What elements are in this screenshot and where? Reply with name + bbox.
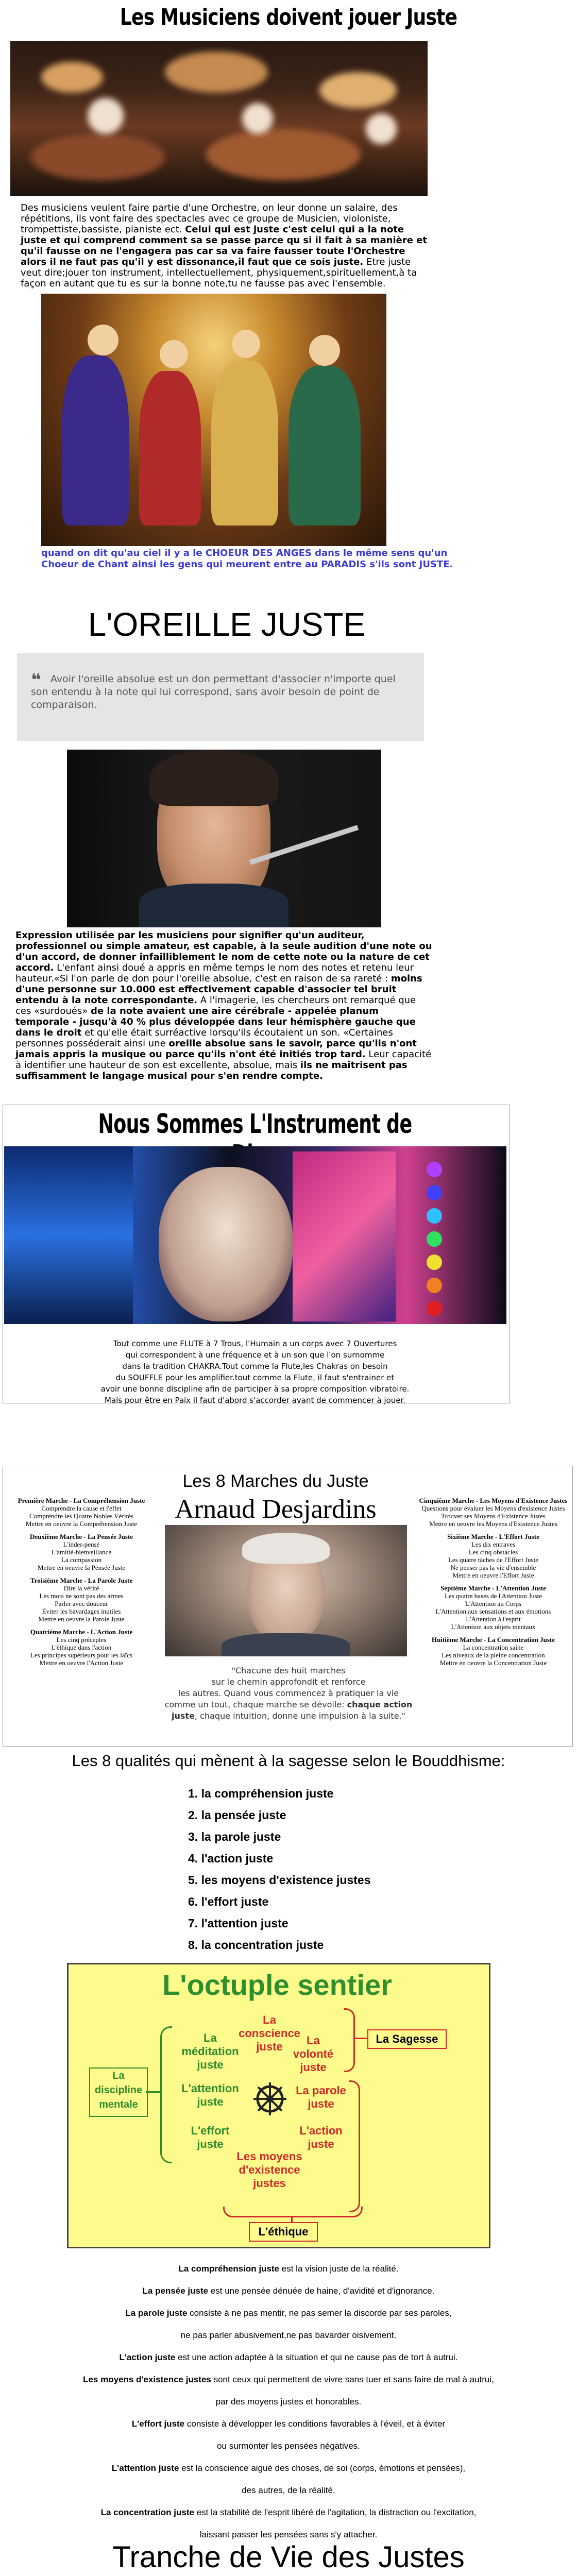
marche-head: Septième Marche - L'Attention Juste <box>440 1584 546 1592</box>
marche-head: Cinquième Marche - Les Moyens d'Existence Justes <box>419 1497 568 1504</box>
man-listening-image <box>67 750 381 927</box>
list-item: 2. la pensée juste <box>188 1808 286 1822</box>
label-line: méditation <box>181 2045 239 2058</box>
marche-line: Les quatre tâches de l'Effort Juste <box>448 1556 538 1564</box>
marche-head: Huitième Marche - La Concentration Juste <box>431 1636 555 1643</box>
explanation-text: des autres, de la réalité. <box>242 2485 335 2495</box>
list-item-label: l'effort juste <box>201 1895 269 1908</box>
marche-7 <box>417 1584 569 1631</box>
caption-text: , chaque intuition, donne une impulsion à la suite." <box>194 1711 405 1721</box>
marches-author: Arnaud Desjardins <box>175 1495 377 1524</box>
marche-line: Comprendre les Quatre Nobles Vérités <box>29 1512 133 1520</box>
marche-1 <box>4 1497 159 1528</box>
paragraph-bold-text: Celui qui est juste c'est celui qui a la note juste et qui comprend comment sa se passe parce qu si il fait à sa manière et qu'il fausse on ne l'engagera pas car sa va faire fausser toute l'Orchestre alors il ne faut pas qu'il y est dissonance,il faut que ce sois juste. <box>21 224 428 267</box>
list-item-label: la parole juste <box>201 1830 281 1843</box>
explanation-line <box>21 2435 556 2457</box>
list-item-label: l'attention juste <box>201 1917 288 1930</box>
paragraph-bold-text: Expression utilisée par les musiciens pour signifier qu'un auditeur, professionnel ou simple amateur, est capable, à la seule audition d'une note ou d'un accord, de donner infailliblement le nom de cette note ou la nature de cet accord. <box>15 930 432 973</box>
paragraph-text: Des musiciens veulent faire partie d'une Orchestre, on leur donne un salaire, des répétitions, ils vont faire des spectacles avec ce groupe de Musicien, violoniste, trompettiste,bassiste, pianiste ect. <box>21 202 398 235</box>
explanation-bold: Les moyens d'existence justes <box>83 2375 211 2384</box>
paragraph-bold-text: de la note avaient une aire cérébrale - appelée planum temporale - jusqu'à 40 % plus développée dans leur hémisphère gauche que dans le droit <box>15 1006 416 1038</box>
explanation-text: est une action adaptée à la situation et qui ne cause pas de tort à autrui. <box>175 2352 458 2362</box>
label-line: L'effort <box>191 2124 230 2137</box>
marches-right-column <box>417 1497 569 1667</box>
marche-line: La concentration saine <box>463 1643 524 1651</box>
marche-2 <box>4 1533 159 1571</box>
explanation-text: laissant passer les pensées sans s'y attacher. <box>199 2530 378 2539</box>
instrument-line: qui correspondent à une fréquence et à un son que l'on surnomme <box>125 1350 385 1360</box>
marche-line: Mettre en oeuvre la Concentration Juste <box>439 1659 547 1667</box>
octuple-explanation <box>21 2258 556 2546</box>
marche-5 <box>417 1497 569 1528</box>
marches-left-column <box>4 1497 159 1667</box>
marche-line: Mettre en oeuvre la Pensée Juste <box>37 1564 126 1571</box>
effort-label <box>169 2124 251 2151</box>
marche-line: La compassion <box>61 1556 102 1564</box>
explanation-text: sont ceux qui permettent de vivre sans tuer et sans faire de mal à autrui, <box>211 2375 494 2384</box>
marche-line: Comprendre la cause et l'effet <box>41 1504 122 1512</box>
explanation-line <box>21 2280 556 2302</box>
label-line: juste <box>197 2138 224 2150</box>
discipline-line: mentale <box>99 2099 138 2110</box>
marche-head: Première Marche - La Compréhension Juste <box>18 1497 145 1504</box>
ethique-box: L'éthique <box>249 2222 318 2242</box>
paragraph-bold-text: ils ne maîtrisent pas suffisamment le langage musical pour s'en rendre compte. <box>15 1060 408 1081</box>
marche-head: Quatrième Marche - L'Action Juste <box>30 1628 133 1636</box>
explanation-text: est la vision juste de la réalité. <box>279 2264 399 2274</box>
label-line: L'attention <box>181 2082 239 2095</box>
explanation-text: par des moyens justes et honorables. <box>215 2397 362 2406</box>
marche-line: L'amitié-bienveillance <box>51 1548 112 1556</box>
paragraph-bold-text: oreille absolue sans le savoir, parce qu'ils n'ont jamais appris la musique ou parce qu'ils n'ont été initiés trop tard. <box>15 1038 417 1060</box>
label-line: juste <box>256 2040 283 2053</box>
marche-line: Parler avec douceur <box>55 1600 108 1607</box>
sagesse-bracket <box>344 2008 355 2072</box>
marche-8 <box>417 1636 569 1667</box>
oreille-paragraph <box>15 930 433 1081</box>
list-item: 4. l'action juste <box>188 1852 274 1865</box>
marche-line: L'Attention à l'esprit <box>466 1615 521 1623</box>
label-line: d'existence <box>239 2163 300 2176</box>
marche-line: Les dix entraves <box>471 1540 516 1548</box>
marche-line: Éviter les bavardages inutiles <box>42 1607 121 1615</box>
list-item: 1. la compréhension juste <box>188 1787 334 1800</box>
marche-6 <box>417 1533 569 1579</box>
octuple-title: L'octuple sentier <box>162 1969 392 2001</box>
paragraph-text: Etre juste veut dire;jouer ton instrument, intellectuellement, physiquement,spirituellement,à ta façon en autant que tu es sur la bonne note,tu ne fausse pas avec l'ensemble. <box>21 257 417 289</box>
list-item-label: les moyens d'existence justes <box>201 1873 371 1887</box>
octuple-diagram <box>67 1963 490 2248</box>
instrument-paragraph <box>15 1338 495 1406</box>
label-line: juste <box>300 2061 327 2074</box>
explanation-bold: La concentration juste <box>100 2507 194 2517</box>
explanation-line <box>21 2368 556 2391</box>
list-item: 5. les moyens d'existence justes <box>188 1873 371 1887</box>
list-item-label: la compréhension juste <box>201 1787 334 1800</box>
marche-line: Les quatre bases de l'Attention Juste <box>445 1592 542 1600</box>
label-line: conscience <box>239 2027 300 2040</box>
explanation-line <box>21 2258 556 2280</box>
marche-line: Les niveaux de la pleine concentration <box>442 1651 545 1659</box>
discipline-line: discipline <box>94 2084 143 2096</box>
discipline-line: La <box>112 2070 125 2081</box>
moyens-label <box>223 2150 316 2190</box>
attention-label <box>169 2082 251 2109</box>
marche-3 <box>4 1577 159 1623</box>
marche-4 <box>4 1628 159 1667</box>
marche-line: Mettre en oeuvre la Compréhension Juste <box>25 1520 138 1528</box>
angels-caption: quand on dit qu'au ciel il y a le CHOEUR DES ANGES dans le même sens qu'un Choeur de Chant ainsi les gens qui meurent entre au PARADIS s'ils sont JUSTE. <box>41 548 453 570</box>
caption-text: comme un tout, chaque marche se dévoile: <box>164 1700 347 1709</box>
sagesse-box: La Sagesse <box>367 2029 447 2049</box>
tranche-title: Tranche de Vie des Justes <box>112 2540 465 2574</box>
instrument-line: avoir une bonne discipline afin de participer à sa propre composition vibratoire. <box>100 1384 410 1394</box>
explanation-text: est une pensée dénuée de haine, d'avidité et d'ignorance. <box>208 2286 435 2296</box>
paragraph-text: et qu'elle était surréactive lorsqu'ils écoutaient un son. «Certaines personnes posséderait ainsi une <box>15 1027 393 1049</box>
explanation-bold: L'attention juste <box>111 2463 179 2473</box>
label-line: La <box>203 2031 217 2044</box>
explanation-line <box>21 2479 556 2501</box>
marches-title: Les 8 Marches du Juste <box>182 1471 369 1491</box>
explanation-line <box>21 2501 556 2523</box>
marche-line: L'éthique dans l'action <box>51 1643 112 1651</box>
caption-text: sur le chemin approfondit et renforce <box>211 1677 366 1687</box>
marche-line: Les principes supérieurs pour les laïcs <box>30 1651 133 1659</box>
marche-line: Les cinq préceptes <box>56 1636 107 1643</box>
explanation-bold: La pensée juste <box>142 2286 209 2296</box>
chakra-flute-image <box>4 1146 506 1324</box>
list-item-label: l'action juste <box>201 1852 274 1865</box>
musiciens-paragraph <box>21 202 428 289</box>
explanation-text: est la stabilité de l'esprit libéré de l'agitation, la distraction ou l'excitation, <box>194 2507 477 2517</box>
action-label <box>282 2124 360 2151</box>
explanation-text: ou surmonter les pensées négatives. <box>217 2441 360 2451</box>
section-title-oreille: L'OREILLE JUSTE <box>88 606 366 643</box>
paragraph-bold-text: moins d'une personne sur 10.000 est effectivement capable d'associer tel bruit entendu à la note correspondante. <box>15 973 422 1006</box>
explanation-bold: La parole juste <box>125 2308 188 2318</box>
marche-line: Les cinq obstacles <box>468 1548 518 1556</box>
instrument-line: Tout comme une FLUTE à 7 Trous, l'Humain a un corps avec 7 Ouvertures <box>113 1339 397 1348</box>
volonte-label <box>275 2034 352 2074</box>
marche-line: L'Attention aux objets mentaux <box>451 1623 536 1631</box>
marche-line: Trouver ses Moyens d'Existence Justes <box>441 1512 546 1520</box>
marche-head: Troisième Marche - La Parole Juste <box>30 1577 132 1584</box>
marche-line: Mettre en oeuvre l'Effort Juste <box>452 1571 534 1579</box>
list-item: 3. la parole juste <box>188 1830 281 1843</box>
label-line: La <box>263 2013 276 2026</box>
explanation-text: ne pas parler abusivement,ne pas bavarder oisivement. <box>180 2330 397 2340</box>
instrument-line: Mais pour être en Paix il faut d'abord s'accorder avant de commencer à jouer. <box>104 1396 406 1405</box>
quote-mark-icon: ❝ <box>31 670 41 690</box>
explanation-bold: L'action juste <box>119 2352 176 2362</box>
quote-text <box>31 673 412 711</box>
section-title-musiciens: Les Musiciens doivent jouer Juste <box>120 4 457 30</box>
desjardins-caption <box>160 1665 417 1722</box>
marche-head: Deuxième Marche - La Pensée Juste <box>29 1533 133 1540</box>
marche-line: L'Attention au Corps <box>465 1600 522 1607</box>
list-item: 8. la concentration juste <box>188 1938 324 1952</box>
discipline-connector <box>146 2091 160 2093</box>
list-item: 7. l'attention juste <box>188 1917 288 1930</box>
marche-line: Les mots ne sont pas des armes <box>39 1592 124 1600</box>
explanation-line <box>21 2302 556 2324</box>
caption-text: les autres. Quand vous commencez à pratiquer la vie <box>178 1688 399 1698</box>
sagesse-connector <box>355 2038 367 2039</box>
explanation-line <box>21 2391 556 2413</box>
label-line: volonté <box>293 2047 334 2060</box>
label-line: juste <box>308 2138 334 2150</box>
marche-line: Questions pour évaluer les Moyens d'existence Justes <box>421 1504 565 1512</box>
desjardins-portrait <box>165 1525 407 1656</box>
paragraph-text: Leur capacité à identifier une hauteur de son est excellente, absolue, mais <box>15 1049 432 1071</box>
marche-line: L'inder-pensé <box>63 1540 100 1548</box>
list-item: 6. l'effort juste <box>188 1895 269 1908</box>
list-item-label: la concentration juste <box>201 1938 324 1952</box>
caption-bold-text: chaque action juste <box>172 1700 413 1721</box>
marche-line: Dire la vérité <box>63 1584 99 1592</box>
discipline-box <box>89 2067 148 2117</box>
paragraph-text: A l'imagerie, les chercheurs ont remarqué que ces «surdoués» <box>15 995 416 1016</box>
section-title-instrument: Nous Sommes L'Instrument de <box>98 1109 412 1140</box>
label-line: La parole <box>296 2084 346 2097</box>
caption-text: "Chacune des huit marches <box>231 1666 346 1675</box>
ethique-bottom-bracket <box>223 2207 363 2217</box>
instrument-line: du SOUFFLE pour les amplifier.tout comme la Flute, il faut s'entrainer et <box>115 1373 395 1382</box>
label-line: juste <box>308 2097 334 2110</box>
paragraph-text: L'enfant ainsi doué a appris en même temps le nom des notes et retenu leur hauteur.«Si l'on parle de don pour l'oreille absolue, c'est en raison de sa rareté : <box>15 962 414 984</box>
marche-line: L'Attention aux sensations et aux émotions <box>435 1607 551 1615</box>
explanation-line <box>21 2324 556 2346</box>
list-item-label: la pensée juste <box>201 1808 286 1822</box>
qualites-list <box>188 1783 404 1956</box>
marche-line: Mettre en oeuvre l'Action Juste <box>39 1659 124 1667</box>
marche-line: Mettre en oeuvre la Parole Juste <box>38 1615 125 1623</box>
explanation-text: consiste à ne pas mentir, ne pas semer la discorde par ses paroles, <box>187 2308 452 2318</box>
label-line: Les moyens <box>236 2150 302 2163</box>
ethique-right-bracket <box>349 2080 360 2212</box>
marche-line: Ne penser pas la vie d'ensemble <box>450 1564 536 1571</box>
qualites-title: Les 8 qualités qui mènent à la sagesse selon le Bouddhisme: <box>72 1752 505 1770</box>
label-line: juste <box>197 2095 224 2108</box>
explanation-line <box>21 2457 556 2479</box>
explanation-line <box>21 2413 556 2435</box>
label-line: justes <box>253 2177 286 2190</box>
quote-body: Avoir l'oreille absolue est un don permettant d'associer n'importe quel son entendu à la note qui lui correspond, sans avoir besoin de point de comparaison. <box>31 673 396 710</box>
angels-choir-image <box>41 294 386 546</box>
parole-label <box>282 2084 360 2111</box>
explanation-text: consiste à développer les conditions favorables à l'éveil, et à éviter <box>184 2419 446 2429</box>
label-line: La <box>307 2034 320 2047</box>
orchestra-image <box>10 41 428 196</box>
explanation-text: est la conscience aigué des choses, de soi (corps, émotions et pensées), <box>179 2463 466 2473</box>
label-line: juste <box>197 2058 224 2071</box>
label-line: L'action <box>299 2124 343 2137</box>
marche-head: Sixième Marche - L'Effort Juste <box>447 1533 539 1540</box>
explanation-bold: L'effort juste <box>131 2419 185 2429</box>
marche-line: Mettre en oeuvre les Moyens d'Existence Justes <box>429 1520 557 1528</box>
explanation-bold: La compréhension juste <box>178 2264 280 2274</box>
instrument-line: dans la tradition CHAKRA.Tout comme la Flute,les Chakras on besoin <box>122 1362 388 1371</box>
explanation-line <box>21 2346 556 2368</box>
